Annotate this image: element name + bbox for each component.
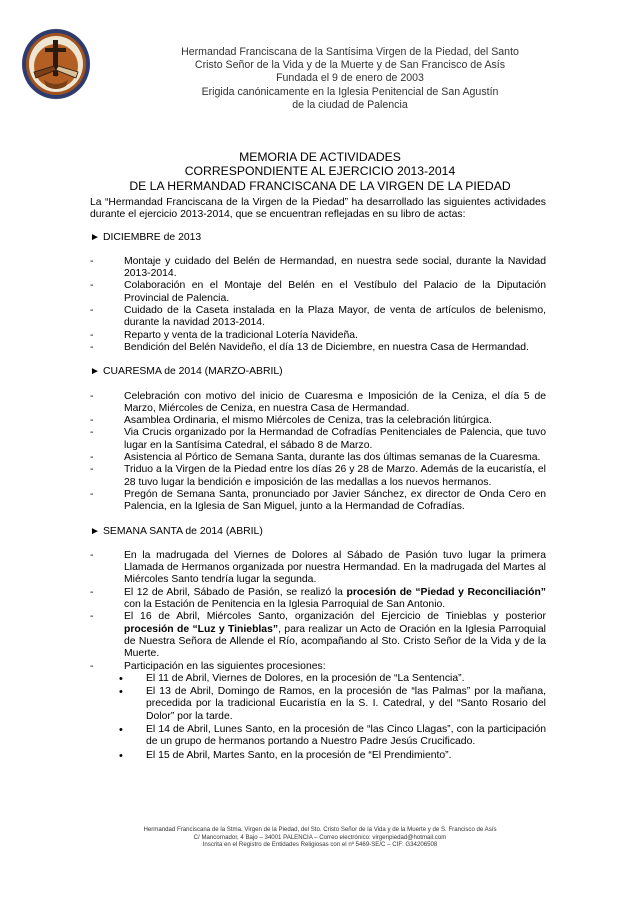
right-triangle-icon: ► — [90, 231, 100, 243]
list-item — [90, 256, 546, 281]
list-item — [90, 587, 546, 612]
footer-contact: C/ Mancornador, 4 Bajo – 34001 PALENCIA – Correo electrónico: virgenpiedad@hotmail.com — [193, 833, 447, 841]
procession-item — [90, 686, 546, 723]
list-item-text: El 12 de Abril, Sábado de Pasión, se realizó la — [124, 586, 347, 598]
section-title-semana-santa — [90, 526, 546, 538]
footer-line: Hermandad Franciscana de la Stma. Virgen de la Piedad, del Sto. Cristo Señor de la Vida y de la Muerte y de S. Francisco de Asís — [143, 826, 497, 833]
section-title-text: CUARESMA de 2014 (MARZO-ABRIL) — [103, 366, 283, 378]
list-item-text: Triduo a la Virgen de la Piedad entre los días 26 y 28 de Marzo. Además de la eucaristía, el 28 tuvo lugar la bendición e imposición de las medallas a los nuevos hermanos. — [124, 464, 546, 488]
dash-icon — [90, 452, 124, 464]
procession-name: procesión de “Luz y Tinieblas” — [124, 623, 279, 635]
processions-list — [90, 673, 546, 762]
right-triangle-icon: ► — [90, 525, 100, 537]
list-item — [90, 550, 546, 587]
list-item — [90, 280, 546, 305]
dash-icon — [90, 587, 124, 599]
procession-text: El 13 de Abril, Domingo de Ramos, en la procesión de “las Palmas” por la mañana, precedida por la tradicional Eucaristía en la S. I. Catedral, y del “Santo Rosario del Dolor” por la tarde. — [146, 686, 546, 722]
letterhead — [100, 46, 600, 112]
brotherhood-seal-icon — [20, 28, 92, 100]
right-triangle-icon: ► — [90, 366, 100, 378]
title-line: MEMORIA DE ACTIVIDADES — [239, 150, 401, 164]
list-item — [90, 489, 546, 514]
footer-registry: Inscrita en el Registro de Entidades Religiosas con el nº 5469-SE/C – CIF: G34206508 — [202, 841, 438, 849]
list-item — [90, 452, 546, 464]
section-title-text: SEMANA SANTA de 2014 (ABRIL) — [103, 525, 263, 537]
dash-icon — [90, 661, 124, 673]
dash-icon — [90, 305, 124, 317]
document-title — [60, 150, 580, 193]
list-item-text: Asamblea Ordinaria, el mismo Miércoles de Ceniza, tras la celebración litúrgica. — [124, 415, 492, 427]
list-cuaresma — [90, 391, 546, 514]
dash-icon — [90, 256, 124, 268]
procession-item — [90, 724, 546, 749]
list-item — [90, 330, 546, 342]
section-title-diciembre — [90, 232, 546, 244]
list-item-text: con la Estación de Penitencia en la Iglesia Parroquial de San Antonio. — [124, 599, 446, 611]
list-item — [90, 611, 546, 660]
list-item-text: Pregón de Semana Santa, pronunciado por Javier Sánchez, ex director de Onda Cero en Palencia, en la Iglesia de San Miguel, junto a la Hermandad de Cofradías. — [124, 488, 546, 513]
procession-item — [90, 673, 546, 685]
letterhead-line: de la ciudad de Palencia — [292, 98, 408, 111]
list-item-text: Reparto y venta de la tradicional Lotería Navideña. — [124, 329, 358, 341]
list-item — [90, 427, 546, 452]
list-item-text: Asistencia al Pórtico de Semana Santa, durante las dos últimas semanas de la Cuaresma. — [124, 452, 541, 464]
dash-icon — [90, 427, 124, 439]
list-item-text: Montaje y cuidado del Belén de Hermandad, en nuestra sede social, durante la Navidad 2013-2014. — [124, 255, 546, 280]
list-item-text: Via Crucis organizado por la Hermandad de Cofradías Penitenciales de Palencia, que tuvo lugar en la Santísima Catedral, el sábado 8 de Marzo. — [124, 427, 546, 451]
dash-icon — [90, 611, 124, 623]
dash-icon — [90, 489, 124, 501]
list-item-text: Colaboración en el Montaje del Belén en el Vestíbulo del Palacio de la Diputación Provincial de Palencia. — [124, 280, 546, 304]
procession-name: procesión de “Piedad y Reconciliación” — [346, 586, 546, 598]
dash-icon — [90, 330, 124, 342]
procession-text: El 11 de Abril, Viernes de Dolores, en la procesión de “La Sentencia”. — [146, 672, 465, 684]
letterhead-founded: Fundada el 9 de enero de 2003 — [276, 72, 424, 85]
letterhead-line: Erigida canónicamente en la Iglesia Penitencial de San Agustín — [201, 85, 499, 98]
list-item-text: Cuidado de la Caseta instalada en la Plaza Mayor, de venta de artículos de belenismo, durante la navidad 2013-2014. — [124, 305, 546, 329]
list-item-text: El 16 de Abril, Miércoles Santo, organización del Ejercicio de Tinieblas y posterior — [124, 611, 546, 623]
list-item — [90, 342, 546, 354]
dash-icon — [90, 391, 124, 403]
bullet-icon — [119, 686, 123, 699]
list-item — [90, 464, 546, 489]
list-item — [90, 415, 546, 427]
title-line: CORRESPONDIENTE AL EJERCICIO 2013-2014 — [184, 164, 456, 179]
intro-paragraph: La “Hermandad Franciscana de la Virgen de la Piedad” ha desarrollado las siguientes actividades durante el ejercicio 2013-2014, que se encuentran reflejadas en su libro de actas: — [90, 197, 546, 221]
list-item — [90, 661, 546, 762]
list-item-text: Bendición del Belén Navideño, el día 13 de Diciembre, en nuestra Casa de Hermandad. — [124, 341, 529, 353]
dash-icon — [90, 415, 124, 427]
letterhead-line: Cristo Señor de la Vida y de la Muerte y de San Francisco de Asís — [194, 59, 506, 72]
procession-text: El 14 de Abril, Lunes Santo, en la procesión de “las Cinco Llagas”, con la participación de un grupo de hermanos portando a Nuestro Padre Jesús Crucificado. — [146, 723, 546, 748]
list-item — [90, 305, 546, 330]
list-item — [90, 391, 546, 416]
section-title-cuaresma — [90, 366, 546, 378]
procession-text: El 15 de Abril, Martes Santo, en la procesión de “El Prendimiento”. — [146, 749, 452, 761]
dash-icon — [90, 550, 124, 562]
procession-item — [90, 750, 546, 762]
section-title-text: DICIEMBRE de 2013 — [103, 231, 202, 243]
bullet-icon — [119, 750, 123, 763]
list-item-text: , para realizar un Acto de Oración en la Iglesia Parroquial de Nuestra Señora de Allende el Río, acompañando al Sto. Cristo Señor de la Vida y de la Muerte. — [124, 623, 546, 660]
list-semana-santa — [90, 550, 546, 762]
dash-icon — [90, 464, 124, 476]
document-body — [90, 197, 546, 774]
list-item-text: En la madrugada del Viernes de Dolores al Sábado de Pasión tuvo lugar la primera Llamada de Hermanos organizada por nuestra Hermandad. En la madrugada del Martes al Miércoles Santo tendría lugar la segunda. — [124, 549, 546, 586]
bullet-icon — [119, 673, 123, 686]
letterhead-line: Hermandad Franciscana de la Santísima Virgen de la Piedad, del Santo — [181, 46, 519, 58]
list-item-text: Celebración con motivo del inicio de Cuaresma e Imposición de la Ceniza, el día 5 de Marzo, Miércoles de Ceniza, en nuestra Casa de Hermandad. — [124, 390, 546, 414]
page-footer — [60, 826, 580, 849]
list-diciembre — [90, 256, 546, 354]
bullet-icon — [119, 724, 123, 737]
title-line: DE LA HERMANDAD FRANCISCANA DE LA VIRGEN DE LA PIEDAD — [129, 178, 511, 193]
dash-icon — [90, 280, 124, 292]
list-item-text: Participación en las siguientes procesiones: — [124, 660, 326, 672]
dash-icon — [90, 342, 124, 354]
